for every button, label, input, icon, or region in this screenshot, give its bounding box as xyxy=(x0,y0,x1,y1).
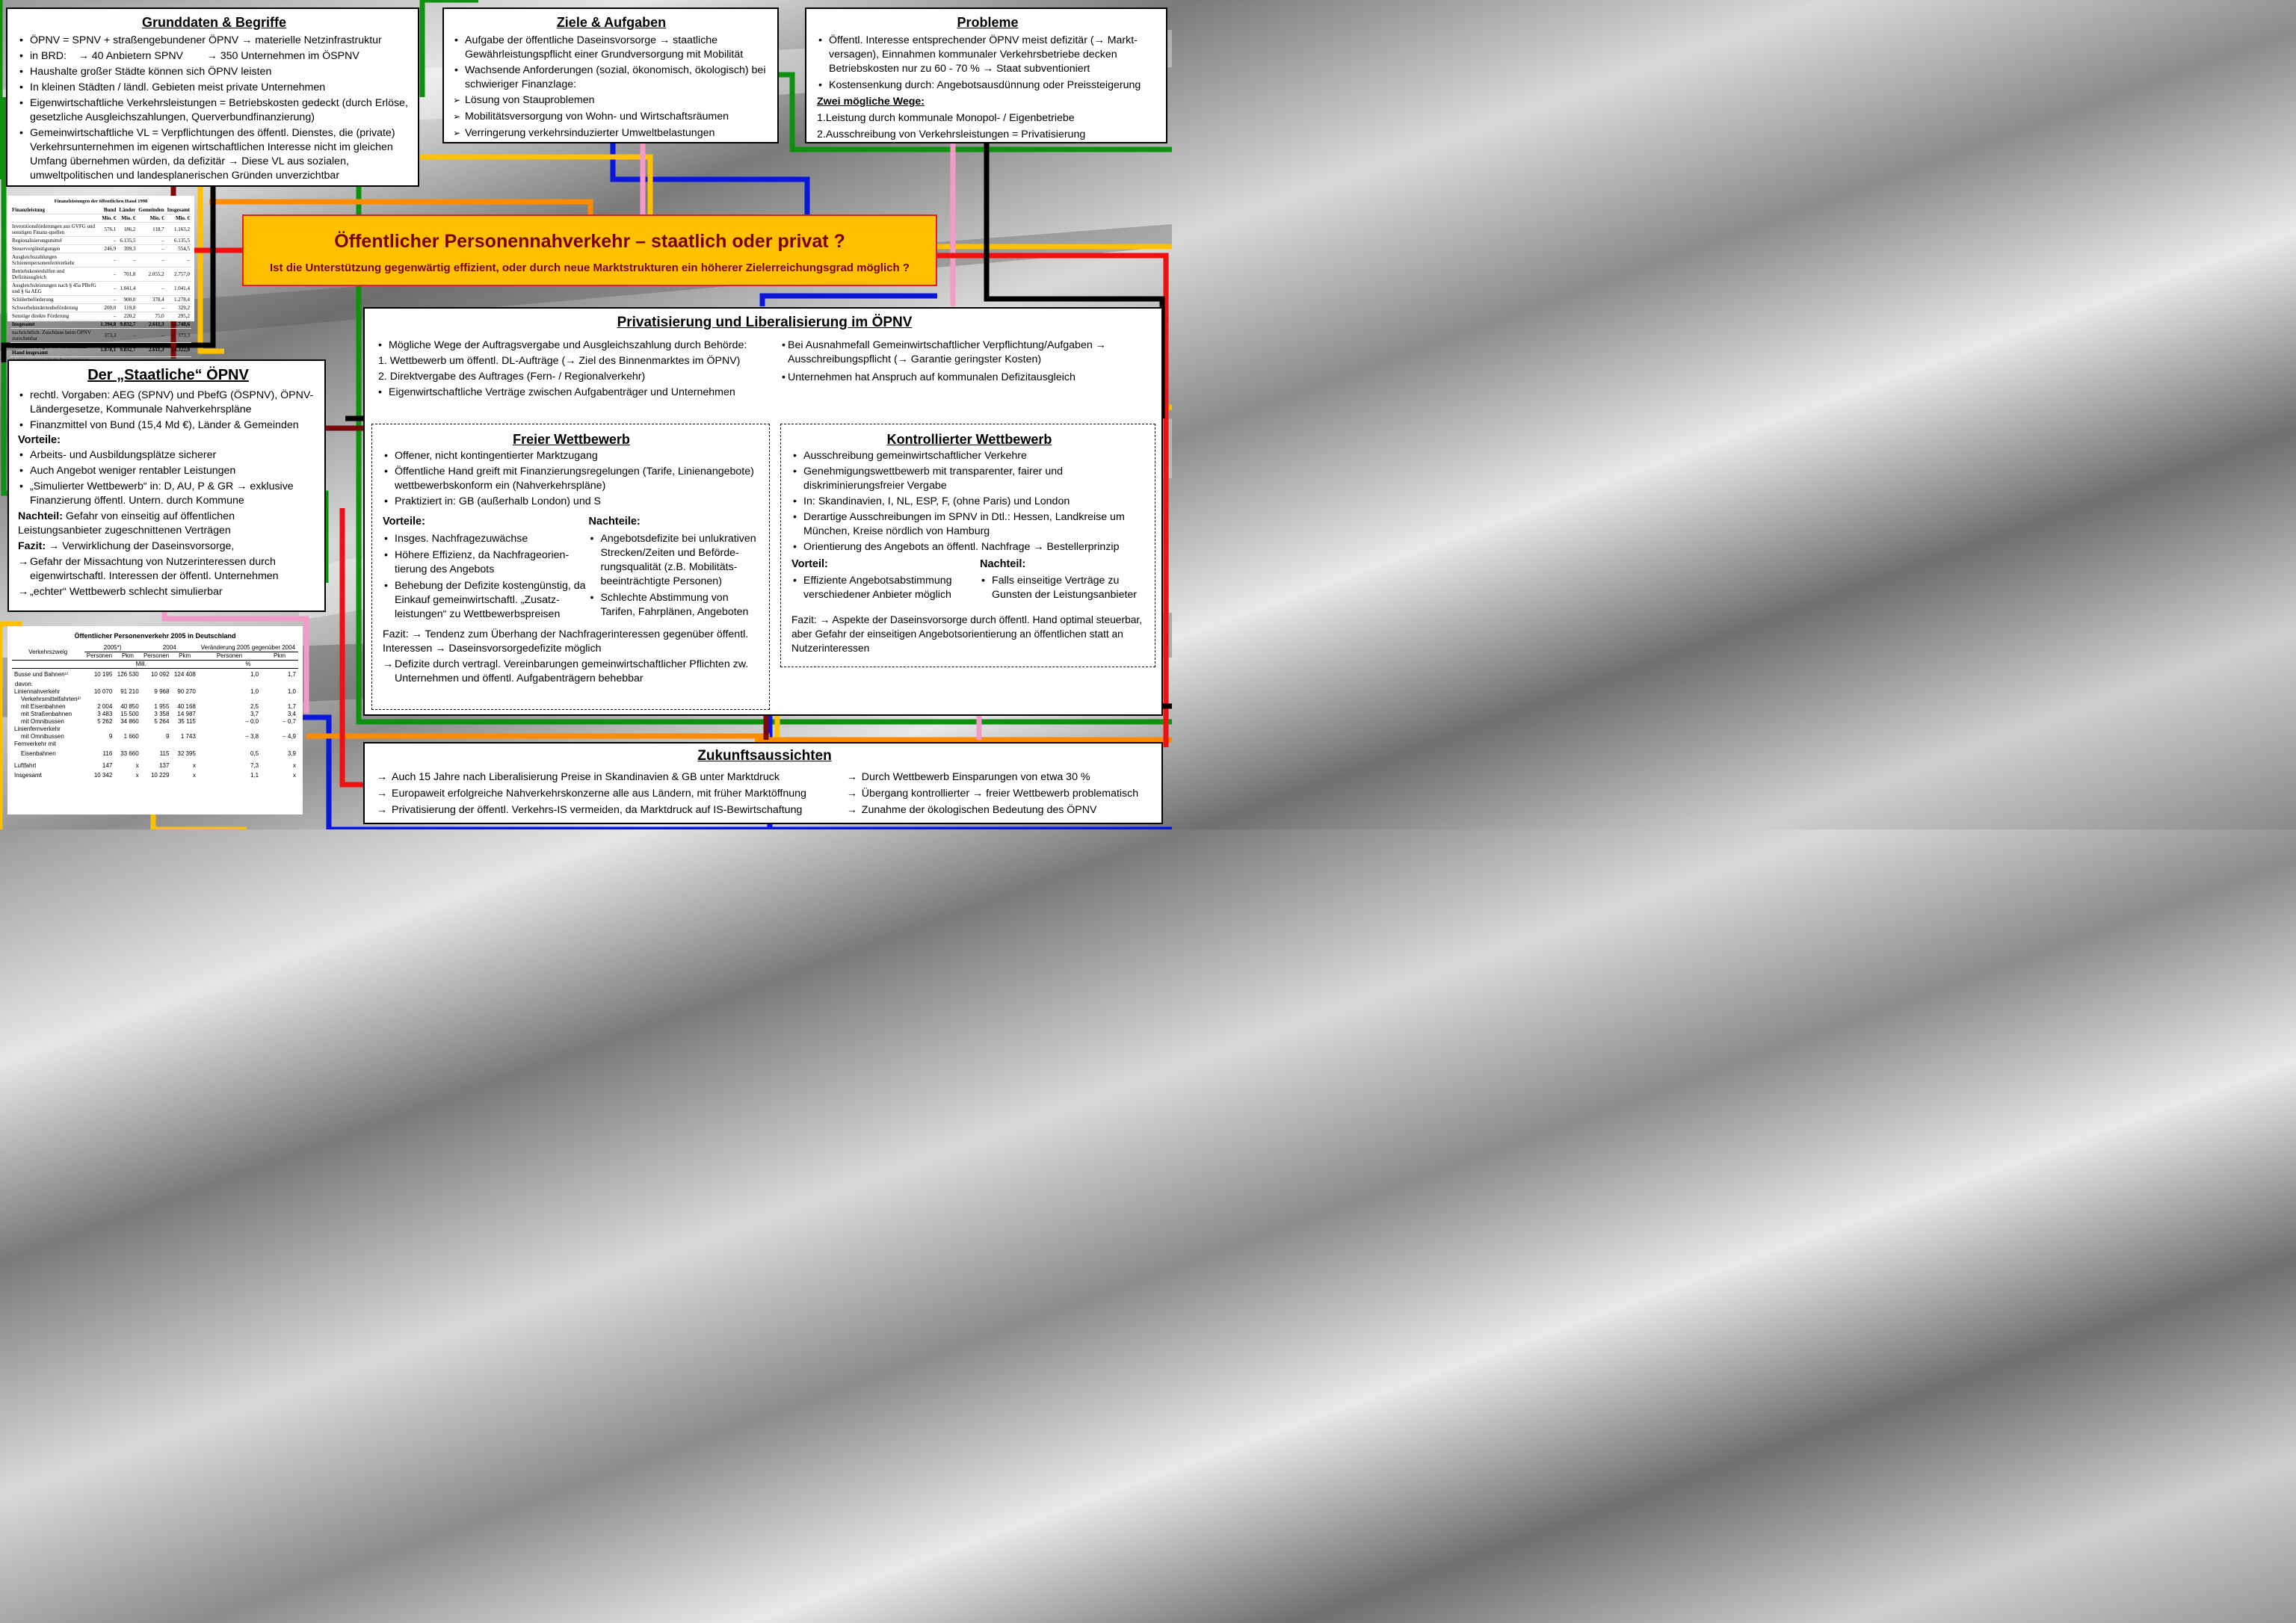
ziele-item: • Wachsende Anforderungen (sozial, ökonomisch, ökologisch) bei schwieriger Finanzlage: xyxy=(453,64,770,92)
table-cell: Mio. € xyxy=(166,214,191,223)
table-cell: 119,8 xyxy=(117,304,137,312)
table-header-row xyxy=(10,206,191,214)
probleme-item: 1.Leistung durch kommunale Monopol- / Eigenbetriebe xyxy=(817,112,1075,124)
table-cell xyxy=(10,214,99,223)
table-cell: 701,8 xyxy=(117,268,137,282)
table-cell: 13.748,6 xyxy=(166,321,191,329)
table-cell: 1.394,8 xyxy=(100,321,117,327)
table-cell: Steuervergünstigungen xyxy=(10,245,99,253)
probleme-item: • Öffentl. Interesse entsprechender ÖPNV meist defizitär (→ Markt-versagen), Einnahmen kommunaler Verkehrsbetriebe decken Betriebskosten nur zu 60 - 70 % → Staat subventioniert xyxy=(817,34,1158,76)
table-cell: 40 850 xyxy=(120,702,139,710)
table-cell: 1 955 xyxy=(154,702,170,710)
table-cell: 3 483 xyxy=(97,710,113,717)
staatliche-item: • rechtl. Vorgaben: AEG (SPNV) und PbefG (ÖSPNV), ÖPNV-Ländergesetze, Kommunale Nahverkehrspläne xyxy=(18,389,318,417)
table-header-cell: Veränderung 2005 gegenüber 2004 xyxy=(198,644,298,652)
table-cell xyxy=(84,681,115,688)
table-cell xyxy=(114,696,141,703)
table-row xyxy=(10,268,191,282)
table-cell: 10 342 xyxy=(93,771,113,779)
table-cell xyxy=(141,681,172,688)
staatliche-fazit xyxy=(18,540,318,554)
table-cell: 2.055,2 xyxy=(137,268,165,282)
table-cell: 116 xyxy=(102,749,113,757)
table-row xyxy=(12,741,298,748)
table-header-cell: Pkm xyxy=(114,652,141,661)
staatliche-box xyxy=(7,359,326,612)
table-cell: 9 xyxy=(108,732,113,740)
table-row xyxy=(10,282,191,296)
table-cell xyxy=(261,681,298,688)
zukunft-item: → Europaweit erfolgreiche Nahverkehrskonzerne alle aus Ländern, mit früher Marktöffnung xyxy=(377,787,847,801)
table-cell: Bund xyxy=(99,206,117,214)
table-cell: 186,2 xyxy=(117,223,137,237)
freier-fazit-item: → Defizite durch vertragl. Vereinbarungen gemeinwirtschaftlicher Pflichten zw. Unternehmen und öffentl. Aufgabenträgern behebbar xyxy=(383,658,760,686)
freier-wettbewerb-box xyxy=(371,424,770,710)
table-cell: – xyxy=(137,282,165,296)
table-cell: 10 070 xyxy=(93,687,113,695)
staatliche-item: • Finanzmittel von Bund (15,4 Md €), Länder & Gemeinden xyxy=(18,418,318,433)
kontrollierter-item: • Derartige Ausschreibungen im SPNV in Dtl.: Hessen, Landkreise um München, Kreise nördlich von Hamburg xyxy=(791,510,1147,539)
table-header-cell: 2005*) xyxy=(84,644,141,652)
table-cell: 3,7 xyxy=(250,710,259,717)
table-cell: x xyxy=(293,771,296,779)
table-row xyxy=(12,681,298,688)
table-cell: Mio. € xyxy=(137,214,165,223)
table-cell: 33 660 xyxy=(120,749,139,757)
table-cell: – xyxy=(99,253,117,268)
table-cell: Ausgleichsleistungen nach § 45a PBefG und § 6a AEG xyxy=(10,282,99,296)
table-cell: 1.041,4 xyxy=(117,282,137,296)
table-row xyxy=(10,329,191,343)
table-cell: 147 xyxy=(102,761,113,769)
table-cell: 576,1 xyxy=(99,223,117,237)
table-cell: mit Eisenbahnen xyxy=(21,702,66,710)
table-cell: 124 408 xyxy=(173,670,196,678)
main-title: Öffentlicher Personennahverkehr – staatlich oder privat ? xyxy=(334,231,845,252)
freier-vorteile: Vorteile: xyxy=(383,516,425,528)
table-cell xyxy=(141,726,172,733)
grunddaten-item: • Haushalte großer Städte können sich ÖPNV leisten xyxy=(18,65,410,79)
grunddaten-box xyxy=(6,7,419,187)
table-cell xyxy=(198,696,261,703)
table-cell: – xyxy=(99,282,117,296)
table-cell: – xyxy=(99,237,117,245)
table-header-row xyxy=(12,644,298,652)
table-cell: 10 229 xyxy=(150,771,170,779)
table-cell: 3,4 xyxy=(287,710,296,717)
probleme-box xyxy=(805,7,1167,143)
freier-item: • Öffentliche Hand greift mit Finanzierungsregelungen (Tarife, Linienangebote) wettbewerbskonform ein (Nahverkehrspläne) xyxy=(383,465,760,493)
table-cell: 137 xyxy=(159,761,170,769)
kontrollierter-item: • Ausschreibung gemeinwirtschaftlicher Verkehre xyxy=(791,449,1147,463)
finanzleistungen-table xyxy=(7,196,194,356)
staatliche-nachteil-text: Gefahr von einseitig auf öffentlichen Leistungsanbieter zugeschnittenen Verträgen xyxy=(18,510,235,537)
table-cell: 1 743 xyxy=(180,732,196,740)
table-cell xyxy=(141,741,172,748)
staatliche-nachteil-label: Nachteil: xyxy=(18,510,63,522)
table-cell: 373,3 xyxy=(99,329,117,343)
main-subtitle: Ist die Unterstützung gegenwärtig effizient, oder durch neue Marktstrukturen ein höherer Zielerreichungsgrad möglich ? xyxy=(270,262,910,274)
table-cell: Schülerbeförderung xyxy=(10,296,99,304)
zukunft-item: → Privatisierung der öffentl. Verkehrs-IS vermeiden, da Marktdruck auf IS-Bewirtschaftung xyxy=(377,803,847,817)
table-cell xyxy=(261,741,298,748)
probleme-item: • Kostensenkung durch: Angebotsausdünnung oder Preissteigerung xyxy=(817,78,1158,93)
probleme-item: 2.Ausschreibung von Verkehrsleistungen = Privatisierung xyxy=(817,129,1086,140)
table-row xyxy=(10,296,191,304)
table-row xyxy=(12,696,298,703)
freier-item: • Offener, nicht kontingentierter Marktzugang xyxy=(383,449,760,463)
table2-title: Öffentlicher Personenverkehr 2005 in Deutschland xyxy=(74,632,236,640)
table-cell: Investitionsförderungen aus GVFG und sonstigen Finanz-quellen xyxy=(10,223,99,237)
freier-item: • Praktiziert in: GB (außerhalb London) und S xyxy=(383,495,760,509)
table-cell xyxy=(141,696,172,703)
staatliche-vorteile: Vorteile: xyxy=(18,434,61,446)
table-cell: Insgesamt xyxy=(14,771,42,779)
table-cell: Linienfernverkehr xyxy=(14,725,61,732)
table-cell: – xyxy=(99,312,117,321)
table-cell: davon: xyxy=(15,680,34,687)
staatliche-nachteil xyxy=(18,510,318,538)
table-row xyxy=(10,312,191,321)
table-cell: – xyxy=(137,245,165,253)
zukunft-box xyxy=(363,742,1163,824)
table-cell xyxy=(261,696,298,703)
table-cell: 2 004 xyxy=(97,702,113,710)
table-header-cell: 2004 xyxy=(141,644,198,652)
grunddaten-item: • Gemeinwirtschaftliche VL = Verpflichtungen des öffentl. Dienstes, die (private) Verkehrsunternehmen im eigenen wirtschaftlichen Interesse nicht im gleichen Umfang übernehmen würden, da defizitär → Diese VL aus sozialen, umweltpolitischen und landesplanerischen Gründen unverzichtbar xyxy=(18,126,410,183)
table-cell: 126 530 xyxy=(117,670,139,678)
table-cell: 1.878,1 xyxy=(99,343,117,357)
table-cell: Ausgleichszahlungen Schienenpersonenfernverkehr xyxy=(10,253,99,268)
table-cell xyxy=(84,726,115,733)
table-cell: Eisenbahnen xyxy=(21,749,56,757)
table-cell: 9 968 xyxy=(154,687,170,695)
table-cell: – xyxy=(137,237,165,245)
staatliche-item: → „echter“ Wettbewerb schlecht simulierbar xyxy=(18,585,318,599)
table-cell: 3 358 xyxy=(154,710,170,717)
grunddaten-item: • In kleinen Städten / ländl. Gebieten meist private Unternehmen xyxy=(18,81,410,95)
table-cell: 75,0 xyxy=(137,312,165,321)
freier-nachteile: Nachteile: xyxy=(588,516,641,528)
table-cell: 115 xyxy=(159,749,170,757)
table-cell: 9.832,7 xyxy=(117,321,137,329)
table-cell: 2.611,3 xyxy=(137,343,165,357)
probleme-heading: Zwei mögliche Wege: xyxy=(817,96,925,108)
grunddaten-title: Grunddaten & Begriffe xyxy=(141,15,286,30)
table-cell: – 3,8 xyxy=(245,732,259,740)
table-cell: 1,1 xyxy=(250,771,259,779)
table-cell: Regionalisierungsmittel xyxy=(10,237,99,245)
staatliche-fazit-text: → Verwirklichung der Daseinsvorsorge, xyxy=(46,540,235,552)
freier-fazit: Fazit: → Tendenz zum Überhang der Nachfragerinteressen gegenüber öffentl. Interessen → Daseinsvorsorgedefizite möglich xyxy=(383,628,749,655)
table-cell: Länder xyxy=(119,207,136,213)
table-unit-cell: % xyxy=(245,661,251,667)
staatliche-item: • Auch Angebot weniger rentabler Leistungen xyxy=(18,464,318,478)
ziele-title: Ziele & Aufgaben xyxy=(556,15,667,30)
table1-title: Finanzleistungen der öffentlichen Hand 1998 xyxy=(54,199,148,204)
table-cell: 1.041,4 xyxy=(166,282,191,296)
ziele-item: ➢ Verringerung verkehrsinduzierter Umweltbelastungen xyxy=(453,126,770,140)
grunddaten-item: • in BRD: → 40 Anbietern SPNV → 350 Unternehmen im ÖSPNV xyxy=(18,49,410,64)
grunddaten-item: • ÖPNV = SPNV + straßengebundener ÖPNV → materielle Netzinfrastruktur xyxy=(18,34,410,48)
table-cell: Schwerbehindertenbeförderung xyxy=(10,304,99,312)
table-cell: 1,0 xyxy=(250,687,259,695)
table-cell: Busse und Bahnen¹⁾ xyxy=(14,670,69,678)
table-cell xyxy=(114,741,141,748)
table-cell: 200,0 xyxy=(99,304,117,312)
table-cell xyxy=(171,681,197,688)
table-unit-cell: Mill. xyxy=(135,661,146,667)
table-cell: Mio. € xyxy=(99,214,117,223)
table-cell xyxy=(198,741,261,748)
table-cell: 14.322,0 xyxy=(166,343,191,357)
table-row xyxy=(10,343,191,357)
table-row xyxy=(10,253,191,268)
kontrollierter-title: Kontrollierter Wettbewerb xyxy=(886,432,1052,447)
table-cell: nachrichtlich: Zuschüsse beim ÖPNV zurechenbar xyxy=(10,329,99,343)
table-row xyxy=(12,748,298,760)
privatisierung-item: 2. Direktvergabe des Auftrages (Fern- / Regionalverkehr) xyxy=(378,371,646,383)
kontrollierter-nachteil-item: • Falls einseitige Verträge zu Gunsten der Leistungsanbieter xyxy=(980,574,1146,602)
table-cell: 1,0 xyxy=(250,670,259,678)
table-cell xyxy=(114,681,141,688)
staatliche-item: • „Simulierter Wettbewerb“ in: D, AU, P & GR → exklusive Finanzierung öffentl. Untern. durch Kommune xyxy=(18,480,318,508)
table-cell: 900,0 xyxy=(117,296,137,304)
zukunft-item: → Übergang kontrollierter → freier Wettbewerb problematisch xyxy=(847,787,1152,801)
table-cell: – xyxy=(137,329,165,343)
freier-nachteil: • Angebotsdefizite bei unlukrativen Strecken/Zeiten und Beförde-rungsqualität (z.B. Mobilitäts-beeinträchtigte Personen) xyxy=(588,532,760,589)
main-title-banner xyxy=(242,214,937,286)
table-cell: Gemeinden xyxy=(138,207,164,213)
table-cell xyxy=(84,741,115,748)
kontrollierter-vorteil: Vorteil: xyxy=(791,558,828,570)
table-cell: 246,9 xyxy=(99,245,117,253)
table-cell: 5 262 xyxy=(97,717,113,725)
table-cell: x xyxy=(192,761,196,769)
privatisierung-item: • Bei Ausnahmefall Gemeinwirtschaftlicher Verpflichtung/Aufgaben → Ausschreibungspflicht (→ Garantie geringster Kosten) xyxy=(780,338,1139,367)
table-header-cell: Pkm xyxy=(171,652,197,661)
grunddaten-item: • Eigenwirtschaftliche Verkehrsleistungen = Betriebskosten gedeckt (durch Erlöse, gesetzliche Ausgleichszahlungen, Querverbundfinanzierung) xyxy=(18,96,410,125)
table-cell: 6.135,5 xyxy=(117,237,137,245)
privatisierung-item: • Eigenwirtschaftliche Verträge zwischen Aufgabenträger und Unternehmen xyxy=(377,386,780,400)
table-cell: – xyxy=(137,304,165,312)
ziele-box xyxy=(442,7,779,143)
privatisierung-title: Privatisierung und Liberalisierung im ÖPNV xyxy=(617,315,913,330)
table-cell: 1.278,4 xyxy=(166,296,191,304)
table-cell: 10 092 xyxy=(150,670,170,678)
table-cell: 14 987 xyxy=(177,710,196,717)
table-cell: 35 115 xyxy=(177,717,196,725)
kontrollierter-item: • Orientierung des Angebots an öffentl. Nachfrage → Bestellerprinzip xyxy=(791,540,1147,554)
table-cell xyxy=(198,726,261,733)
table-row xyxy=(12,760,298,772)
table-cell: 220,2 xyxy=(117,312,137,321)
table-cell: 2.611,3 xyxy=(137,321,165,329)
table-cell: 6.135,5 xyxy=(166,237,191,245)
table-cell: x xyxy=(293,761,296,769)
table-cell xyxy=(114,726,141,733)
table-cell: Luftfahrt xyxy=(14,761,37,769)
table-cell: 373,3 xyxy=(166,329,191,343)
table-row xyxy=(12,733,298,741)
table-cell: – xyxy=(166,253,191,268)
staatliche-item: • Arbeits- und Ausbildungsplätze sicherer xyxy=(18,448,318,463)
table-cell: Insgesamt xyxy=(167,207,190,213)
table-cell: – xyxy=(117,253,137,268)
ziele-item: ➢ Lösung von Stauproblemen xyxy=(453,93,770,108)
table-cell: Insgesamt xyxy=(10,321,99,329)
table2-grid xyxy=(12,644,298,779)
staatliche-fazit-label: Fazit: xyxy=(18,540,46,552)
table-header-cell: Pkm xyxy=(261,652,298,661)
table-cell: Sonstige direkte Förderung xyxy=(10,312,99,321)
table-cell xyxy=(12,661,84,669)
kontrollierter-fazit: Fazit: → Aspekte der Daseinsvorsorge durch öffentl. Hand optimal steuerbar, aber Gefahr der einseitigen Angebotsorientierung an öffentlichen statt an Nutzerinteressen xyxy=(791,614,1143,654)
table-unit-row xyxy=(10,214,191,223)
kontrollierter-item: • Genehmigungswettbewerb mit transparenter, fairer und diskriminierungsfreier Vergabe xyxy=(791,465,1147,493)
kontrollierter-nachteil: Nachteil: xyxy=(980,558,1026,570)
table-cell: 329,2 xyxy=(166,304,191,312)
table-cell: mit Omnibussen xyxy=(21,732,64,740)
table-cell: 40 168 xyxy=(177,702,196,710)
table-row xyxy=(10,237,191,245)
freier-vorteil: • Insges. Nachfragezuwächse xyxy=(383,532,588,546)
table-cell: 1,7 xyxy=(287,670,296,678)
table-cell: 378,4 xyxy=(137,296,165,304)
table-row xyxy=(10,304,191,312)
table-cell: 91 210 xyxy=(120,687,139,695)
table-row xyxy=(12,772,298,779)
table-cell xyxy=(198,681,261,688)
table-cell: 0,5 xyxy=(250,749,259,757)
table-row xyxy=(12,711,298,718)
table-cell: – 4,9 xyxy=(283,732,296,740)
zukunft-item: → Auch 15 Jahre nach Liberalisierung Preise in Skandinavien & GB unter Marktdruck xyxy=(377,770,847,785)
table-cell: – xyxy=(117,329,137,343)
table-row xyxy=(10,321,191,329)
table-row xyxy=(12,703,298,711)
zukunft-item: → Zunahme der ökologischen Bedeutung des ÖPNV xyxy=(847,803,1152,817)
table-cell xyxy=(171,726,197,733)
table-cell: mit Straßenbahnen xyxy=(21,710,72,717)
table-cell: – xyxy=(99,268,117,282)
table-cell xyxy=(84,696,115,703)
ziele-item: • Aufgabe der öffentliche Daseinsvorsorge → staatliche Gewährleistungspflicht einer Grundversorgung mit Mobilität xyxy=(453,34,770,62)
freier-vorteil: • Höhere Effizienz, da Nachfrageorien-tierung des Angebots xyxy=(383,548,588,577)
table-header-cell: Personen xyxy=(198,652,261,661)
table-cell: 90 270 xyxy=(177,687,196,695)
privatisierung-item: 1. Wettbewerb um öffentl. DL-Aufträge (→ Ziel des Binnenmarktes im ÖPNV) xyxy=(378,355,741,367)
table-cell: 118,7 xyxy=(137,223,165,237)
privatisierung-item: • Mögliche Wege der Auftragsvergabe und Ausgleichszahlung durch Behörde: xyxy=(377,338,780,353)
kontrollierter-wettbewerb-box xyxy=(780,424,1155,667)
table1-grid xyxy=(10,206,191,357)
table-cell: – 0,7 xyxy=(283,717,296,725)
table-cell: – xyxy=(137,253,165,268)
table-row xyxy=(12,669,298,681)
table-row xyxy=(12,718,298,726)
table-cell xyxy=(261,726,298,733)
zukunft-title: Zukunftsaussichten xyxy=(697,748,832,764)
table-row xyxy=(12,726,298,733)
table-cell: x xyxy=(192,771,196,779)
table-cell: 1 660 xyxy=(123,732,139,740)
table-cell: Finanzleistungen der öffentlichen Hand insgesamt xyxy=(10,343,99,357)
table-cell: – xyxy=(99,296,117,304)
table-cell: Verkehrsmittelfahrten²⁾ xyxy=(21,695,81,702)
table-header-cell: Verkehrszweig xyxy=(12,644,84,661)
personenverkehr-table xyxy=(7,626,303,814)
ziele-item: ➢ Mobilitätsversorgung von Wohn- und Wirtschaftsräumen xyxy=(453,110,770,124)
freier-vorteil: • Behebung der Defizite kostengünstig, da Einkauf gemeinwirtschaftl. „Zusatz-leistungen“ zu Wettbewerbspreisen xyxy=(383,579,588,622)
table-cell: 10 195 xyxy=(93,670,113,678)
table-cell: mit Omnibussen xyxy=(21,717,64,725)
probleme-title: Probleme xyxy=(957,15,1019,30)
freier-nachteil: • Schlechte Abstimmung von Tarifen, Fahrplänen, Angeboten xyxy=(588,591,760,619)
staatliche-item: → Gefahr der Missachtung von Nutzerinteressen durch eigenwirtschaftl. Interessen der öffentl. Unternehmen xyxy=(18,555,318,584)
table-cell: 1,0 xyxy=(287,687,296,695)
table-cell: x xyxy=(135,771,139,779)
table-cell: Betriebskostenhilfen und Defizitausgleich xyxy=(10,268,99,282)
table-row xyxy=(12,688,298,696)
table-cell: 9.832,7 xyxy=(117,343,137,357)
table-cell: 554,5 xyxy=(166,245,191,253)
table-cell: Liniennahverkehr xyxy=(14,687,61,695)
table-cell: 5 264 xyxy=(154,717,170,725)
table-cell: 2,5 xyxy=(250,702,259,710)
privatisierung-item: • Unternehmen hat Anspruch auf kommunalen Defizitausgleich xyxy=(780,371,1139,385)
table-cell xyxy=(171,741,197,748)
table-cell: 1,7 xyxy=(287,702,296,710)
table-row xyxy=(10,245,191,253)
freier-title: Freier Wettbewerb xyxy=(513,432,630,447)
table-cell: 7,3 xyxy=(250,761,259,769)
table-cell: Fernverkehr mit xyxy=(14,740,57,747)
kontrollierter-item: • In: Skandinavien, I, NL, ESP, F, (ohne Paris) und London xyxy=(791,495,1147,509)
table-cell: 32 395 xyxy=(177,749,196,757)
table-unit-row xyxy=(12,661,298,669)
kontrollierter-vorteil-item: • Effiziente Angebotsabstimmung verschiedener Anbieter möglich xyxy=(791,574,980,602)
table-header-cell: Personen xyxy=(141,652,172,661)
table-cell: 3,9 xyxy=(287,749,296,757)
staatliche-title: Der „Staatliche“ ÖPNV xyxy=(87,367,249,383)
table-cell: – 0,0 xyxy=(245,717,259,725)
table-cell: 399,3 xyxy=(117,245,137,253)
table-row xyxy=(10,223,191,237)
table-cell: 295,2 xyxy=(166,312,191,321)
table-cell: 9 xyxy=(166,732,170,740)
table-cell: 1.163,2 xyxy=(166,223,191,237)
table-cell: x xyxy=(135,761,139,769)
table-cell: Mio. € xyxy=(117,214,137,223)
table-cell: 34 860 xyxy=(120,717,139,725)
zukunft-item: → Durch Wettbewerb Einsparungen von etwa 30 % xyxy=(847,770,1152,785)
table-cell: Finanzleistung xyxy=(10,206,99,214)
table-cell xyxy=(171,696,197,703)
table-cell: 2.757,0 xyxy=(166,268,191,282)
table-header-cell: Personen xyxy=(84,652,115,661)
table-cell: 15 500 xyxy=(120,710,139,717)
